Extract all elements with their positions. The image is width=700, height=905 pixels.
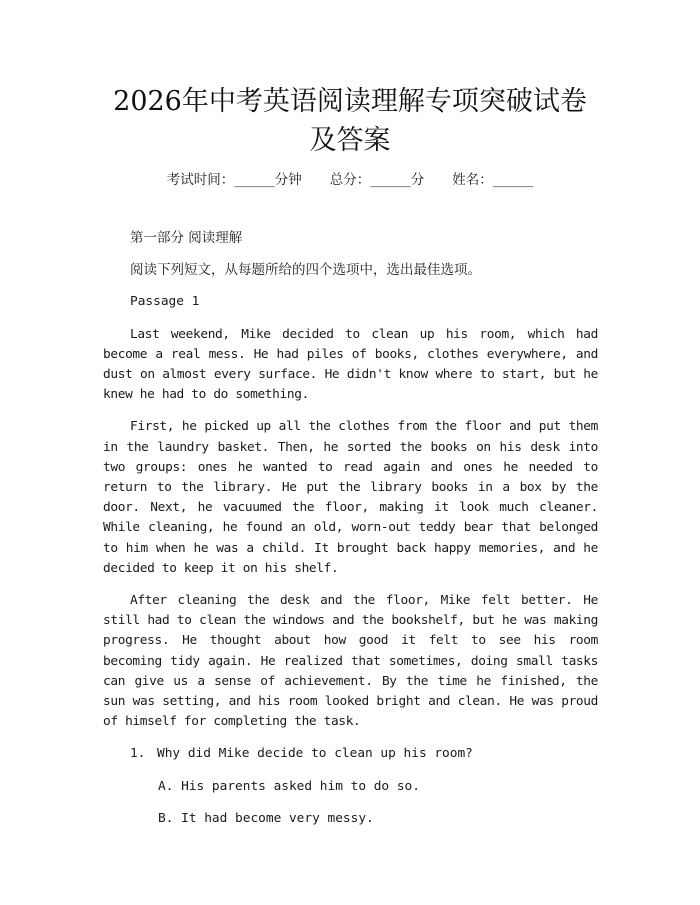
section-heading: 第一部分 阅读理解 bbox=[130, 230, 243, 246]
exam-content bbox=[103, 228, 598, 841]
question-number: 1. bbox=[130, 746, 146, 762]
question-1-option-b: B. It had become very messy. bbox=[158, 810, 374, 826]
question-1-option-a: A. His parents asked him to do so. bbox=[158, 778, 420, 794]
question-1 bbox=[103, 744, 598, 764]
passage-paragraph-1: Last weekend, Mike decided to clean up his room, which had become a real mess. He had piles of books, clothes everywhere, and dust on almost every surface. He didn't know where to start, but he knew he had to do something. bbox=[103, 326, 598, 403]
document-title: 2026年中考英语阅读理解专项突破试卷及答案 bbox=[113, 86, 587, 156]
name-label: 姓名：______ bbox=[452, 172, 534, 188]
exam-time-label: 考试时间：______分钟 bbox=[166, 172, 302, 188]
total-score-label: 总分：______分 bbox=[329, 172, 425, 188]
passage-label: Passage 1 bbox=[130, 294, 200, 310]
section-instruction: 阅读下列短文，从每题所给的四个选项中，选出最佳选项。 bbox=[130, 262, 481, 279]
passage-paragraph-2: First, he picked up all the clothes from the floor and put them in the laundry basket. Then, he sorted the books on his desk into two groups: ones he wanted to read again and ones he needed to return to the library. He put the library books in a box by the door. Next, he vacuumed the floor, making it look much cleaner. While cleaning, he found an old, worn-out teddy bear that belonged to him when he was a child. It brought back happy memories, and he decided to keep it on his shelf. bbox=[103, 419, 598, 576]
exam-info-line bbox=[0, 168, 700, 188]
question-text: Why did Mike decide to clean up his room? bbox=[157, 746, 473, 762]
passage-paragraph-3: After cleaning the desk and the floor, Mike felt better. He still had to clean the windows and the bookshelf, but he was making progress. He thought about how good it felt to see his room becoming tidy again. He realized that sometimes, doing small tasks can give us a sense of achievement. By the time he finished, the sun was setting, and his room looked bright and clean. He was proud of himself for completing the task. bbox=[103, 593, 598, 730]
